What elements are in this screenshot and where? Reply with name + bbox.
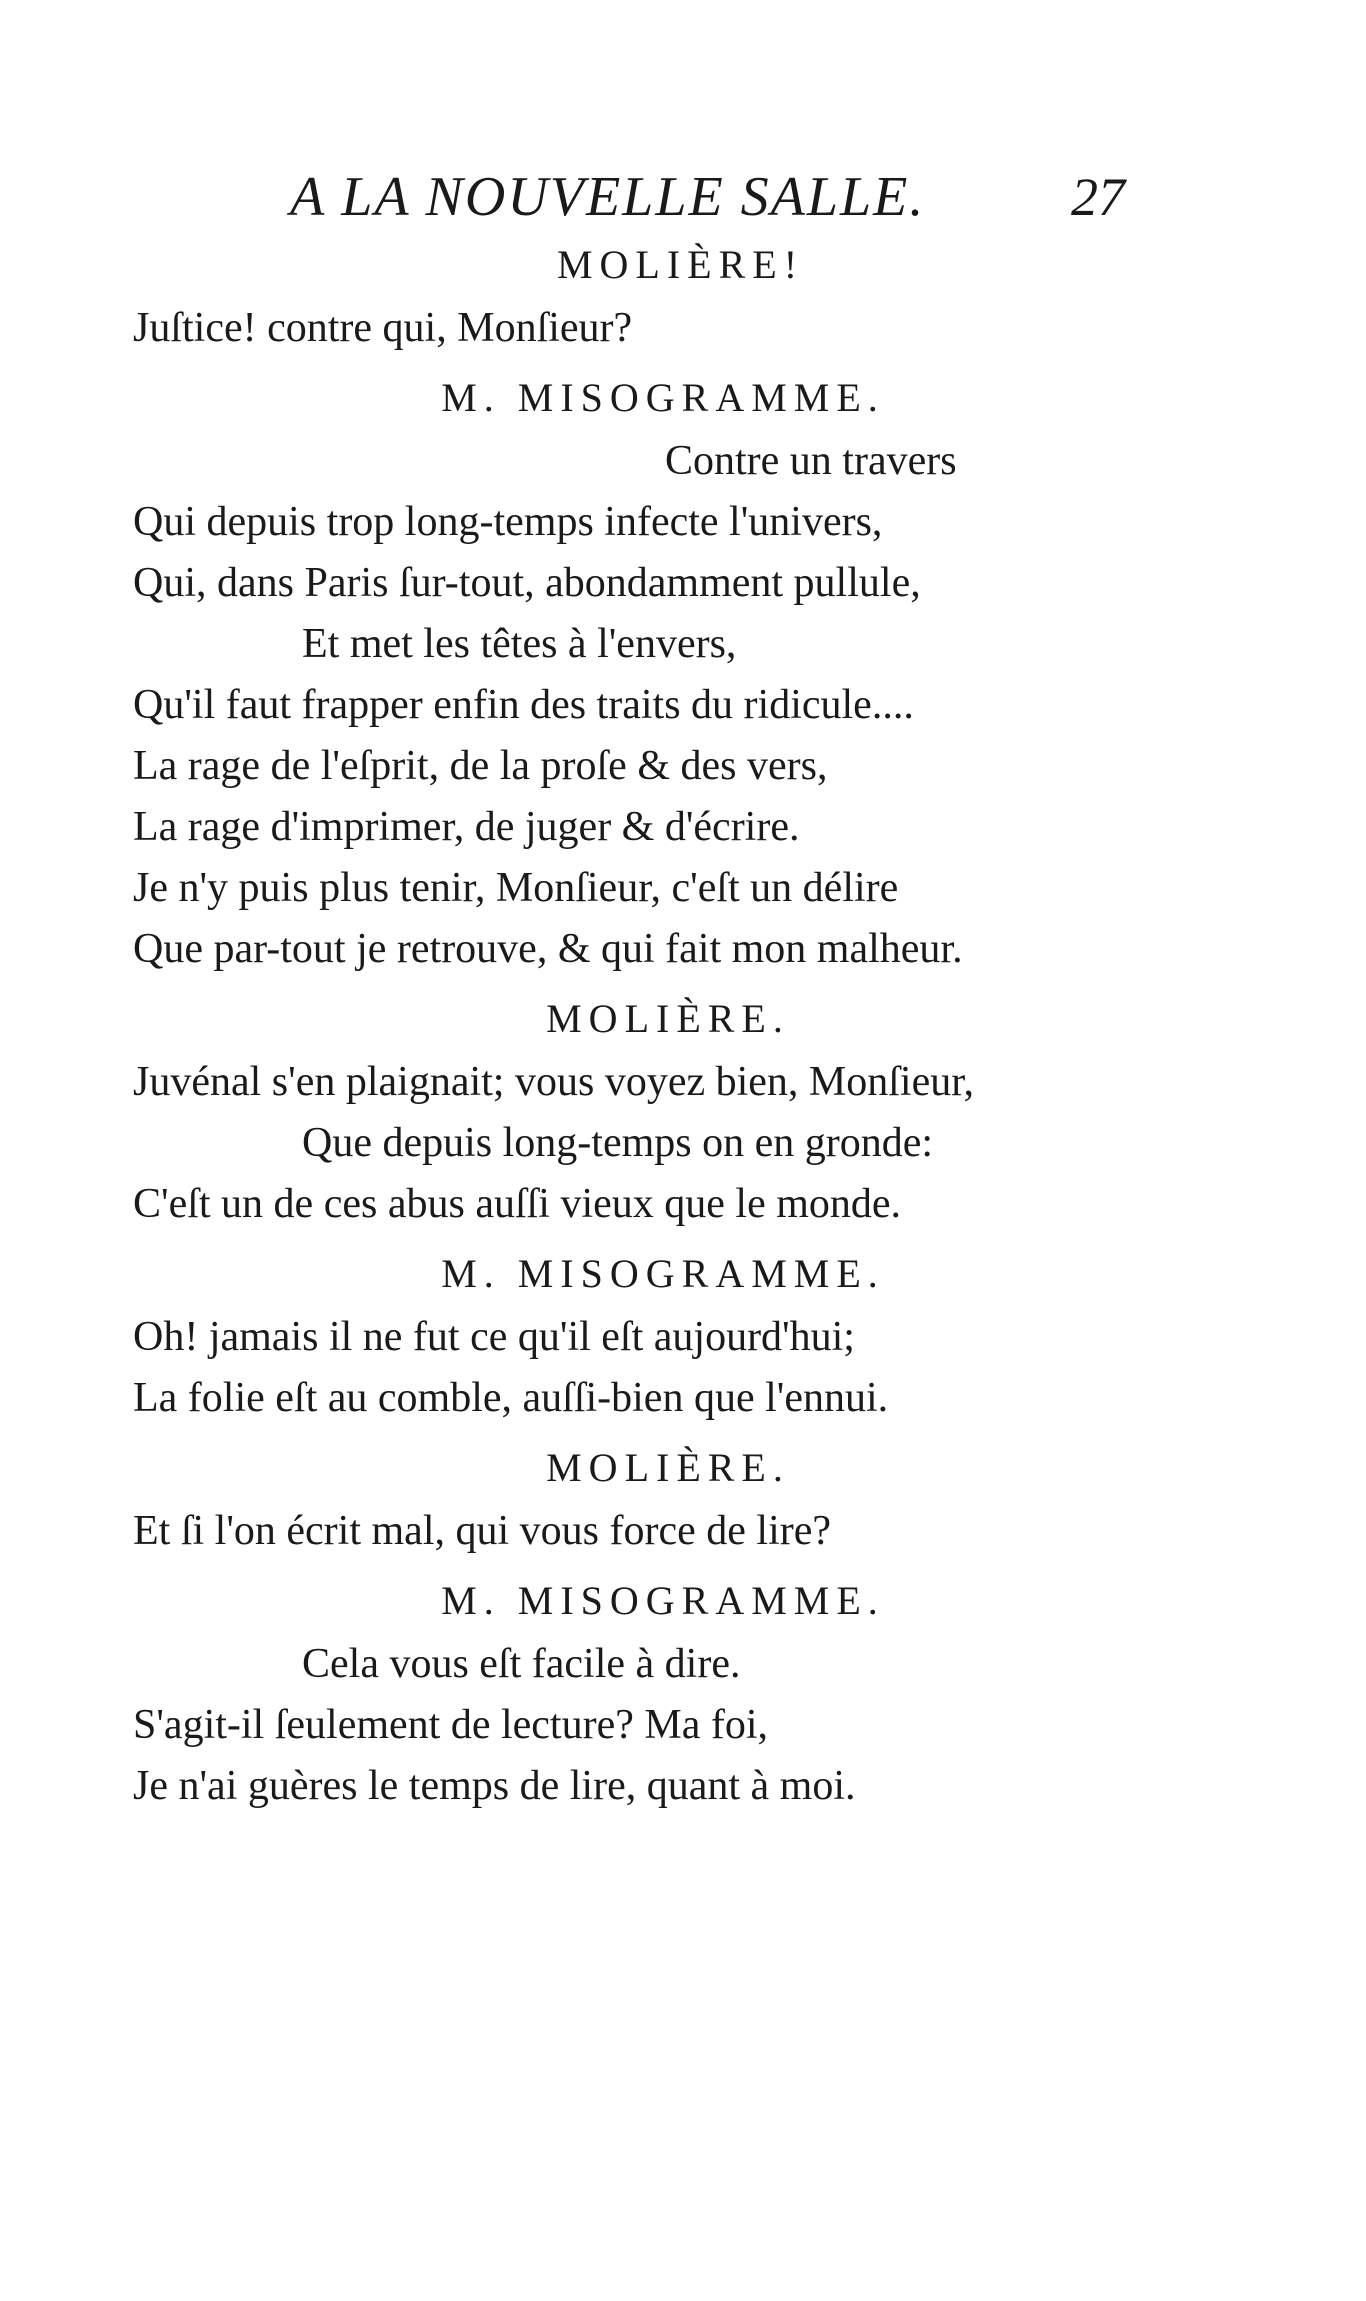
- speaker-moliere: MOLIÈRE.: [546, 996, 790, 1041]
- verse-line: S'agit-il ſeulement de lecture? Ma foi,: [133, 1702, 769, 1748]
- speaker-moliere: MOLIÈRE.: [546, 1445, 790, 1490]
- verse-line: Juvénal s'en plaignait; vous voyez bien, Monſieur,: [133, 1059, 975, 1105]
- verse-line: La folie eſt au comble, auſſi-bien que l'ennui.: [133, 1375, 889, 1421]
- verse-line: La rage d'imprimer, de juger & d'écrire.: [133, 804, 800, 850]
- verse-line: Je n'y puis plus tenir, Monſieur, c'eſt un délire: [133, 865, 899, 911]
- verse-line: Juſtice! contre qui, Monſieur?: [133, 305, 633, 351]
- verse-line: Qui, dans Paris ſur-tout, abondamment pullule,: [133, 560, 921, 606]
- page-number: 27: [1071, 167, 1125, 227]
- verse-line: Que par-tout je retrouve, & qui fait mon malheur.: [133, 926, 963, 972]
- verse-line: Contre un travers: [665, 438, 957, 484]
- verse-line: Que depuis long-temps on en gronde:: [302, 1120, 934, 1166]
- verse-line: Qui depuis trop long-temps infecte l'univers,: [133, 499, 883, 545]
- verse-line: Et met les têtes à l'envers,: [302, 621, 737, 667]
- speaker-misogramme: M. MISOGRAMME.: [441, 1251, 885, 1296]
- verse-line: Cela vous eſt facile à dire.: [302, 1641, 741, 1687]
- speaker-misogramme: M. MISOGRAMME.: [441, 1578, 885, 1623]
- verse-line: Qu'il faut frapper enfin des traits du ridicule....: [133, 682, 914, 728]
- verse-line: Je n'ai guères le temps de lire, quant à moi.: [133, 1763, 856, 1809]
- verse-line: Oh! jamais il ne fut ce qu'il eſt aujourd'hui;: [133, 1314, 855, 1360]
- verse-line: La rage de l'eſprit, de la proſe & des vers,: [133, 743, 828, 789]
- speaker-moliere: MOLIÈRE!: [556, 242, 805, 287]
- running-head: [290, 162, 1125, 232]
- play-text: [133, 232, 1133, 1817]
- running-title: A LA NOUVELLE SALLE.: [290, 166, 926, 228]
- speaker-misogramme: M. MISOGRAMME.: [441, 375, 885, 420]
- verse-line: C'eſt un de ces abus auſſi vieux que le monde.: [133, 1181, 902, 1227]
- verse-line: Et ſi l'on écrit mal, qui vous force de lire?: [133, 1508, 832, 1554]
